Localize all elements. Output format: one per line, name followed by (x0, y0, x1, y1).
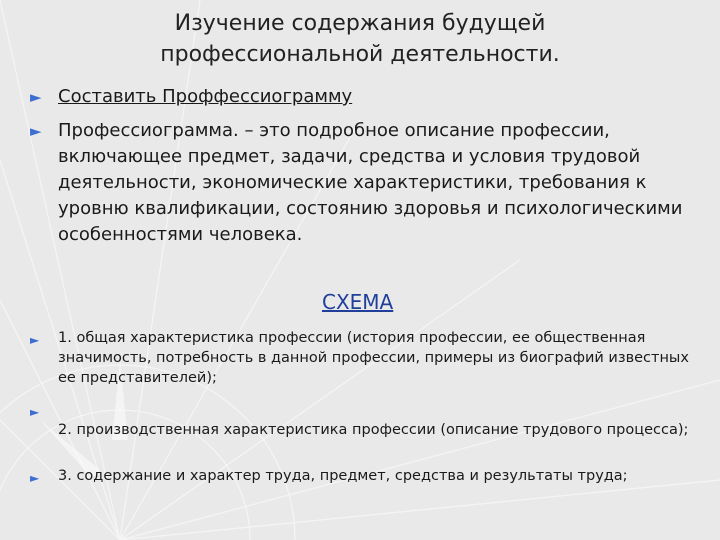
sub-bullet-item (30, 420, 690, 440)
bullet-arrow-icon: ► (30, 405, 40, 419)
bullet-text: Профессиограмма. – это подробное описание профессии, включающее предмет, задачи, средства и условия трудовой деятельности, экономические характеристики, требования к уровню квалификации, состоянию здоровья и психологическими особенностями человека. (58, 120, 683, 245)
bullet-arrow-icon: ► (30, 88, 42, 106)
schema-heading: СХЕМА (322, 290, 394, 314)
sub-bullet-text: 2. производственная характеристика профессии (описание трудового процесса); (58, 422, 689, 438)
bullet-arrow-icon: ► (30, 333, 40, 347)
bullet-item (30, 118, 700, 248)
sub-bullet-text: 1. общая характеристика профессии (история профессии, ее общественная значимость, потребность в данной профессии, примеры из биографий известных ее представителей); (58, 330, 689, 386)
bullet-arrow-icon: ► (30, 122, 42, 140)
bullet-item (30, 84, 700, 110)
sub-bullet-text: 3. содержание и характер труда, предмет, средства и результаты труда; (58, 468, 628, 484)
slide-title: Изучение содержания будущей профессиональной деятельности. (160, 11, 560, 67)
bullet-arrow-icon: ► (30, 471, 40, 485)
sub-bullet-item (30, 466, 690, 486)
bullet-text: Составить Проффессиограмму (58, 86, 353, 107)
sub-bullet-item (30, 328, 690, 388)
